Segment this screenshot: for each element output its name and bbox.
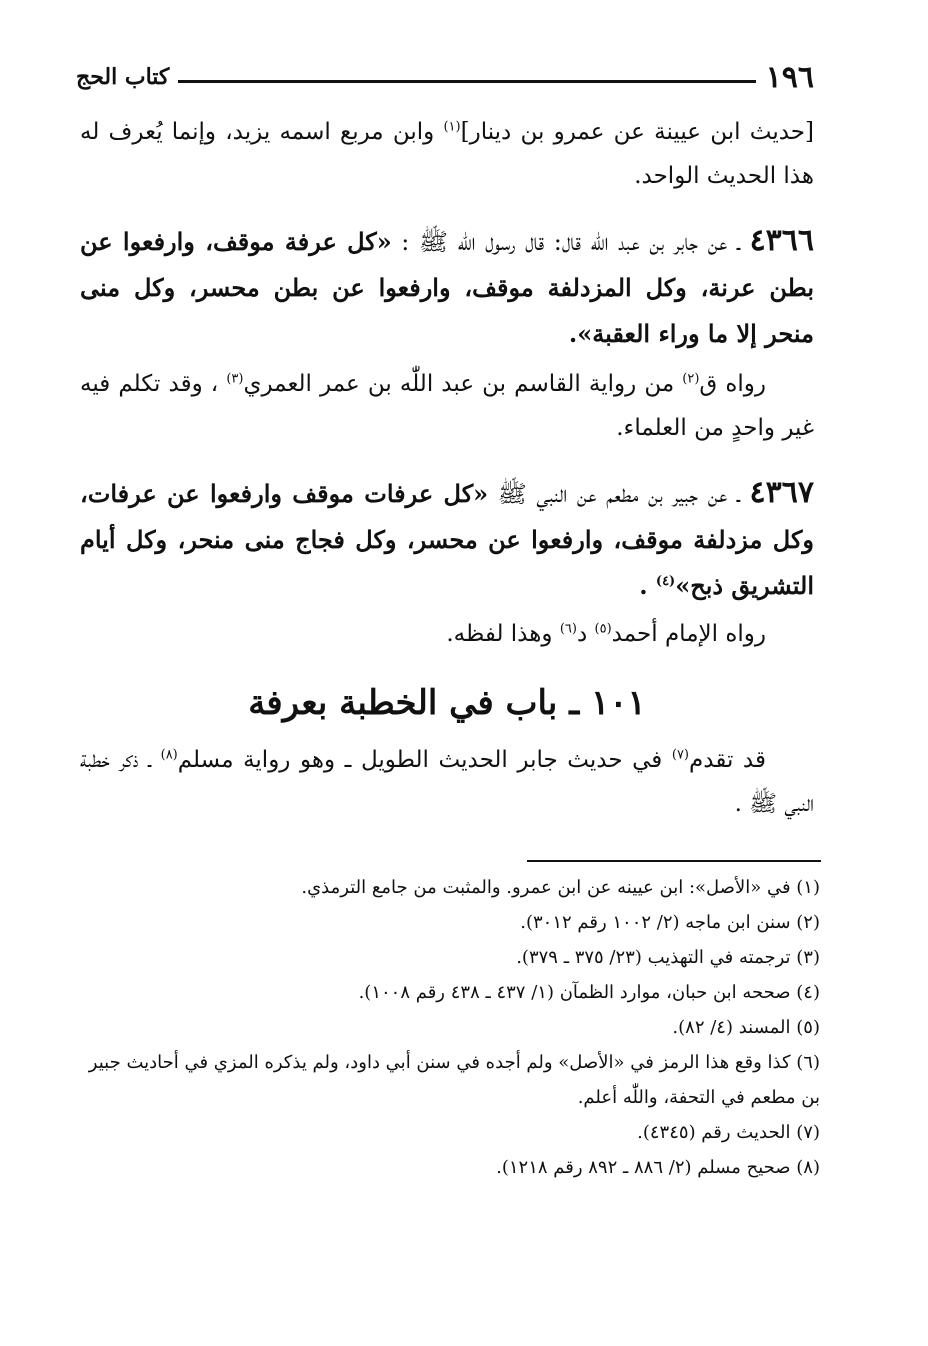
- hadith-intro: ـ عن جابر بن عبد اللّٰه قال: قال رسول اللّٰه ﷺ :: [391, 228, 750, 256]
- page-number: ١٩٦: [765, 60, 814, 95]
- footnote-1: (١) في «الأصل»: ابن عيينه عن ابن عمرو. والمثبت من جامع الترمذي.: [301, 877, 820, 898]
- footnote-ref-2[interactable]: (٢): [682, 371, 700, 387]
- continuation-paragraph: [80, 110, 814, 198]
- hadith-end: .: [639, 571, 656, 600]
- footnote-8: (٨) صحيح مسلم (٢/ ٨٨٦ ـ ٨٩٢ رقم ١٢١٨).: [496, 1157, 820, 1178]
- footnote-6: (٦) كذا وقع هذا الرمز في «الأصل» ولم أجده في سنن أبي داود، ولم يذكره المزي في أحاديث جبير بن مطعم في التحفة، واللّٰه أعلم.: [88, 1052, 820, 1108]
- takhrij-text: من رواية القاسم بن عبد اللّٰه بن عمر العمري: [243, 371, 683, 397]
- hadith-matn: «كل عرفة موقف، وارفعوا عن بطن عرنة، وكل المزدلفة موقف، وارفعوا عن بطن محسر، وكل منى منحر إلا ما وراء العقبة».: [80, 227, 814, 348]
- book-title: كتاب الحج: [76, 64, 170, 90]
- footnote-3: (٣) ترجمته في التهذيب (٢٣/ ٣٧٥ ـ ٣٧٩).: [516, 947, 820, 968]
- hadith-matn: «كل عرفات موقف وارفعوا عن عرفات، وكل مزدلفة موقف، وارفعوا عن محسر، وكل فجاج منى منحر، وكل أيام التشريق ذبح»: [80, 479, 814, 600]
- footnote-5: (٥) المسند (٤/ ٨٢).: [672, 1017, 820, 1038]
- chapter-paragraph: [80, 738, 814, 826]
- takhrij-text: ، وقد تكلم فيه غير واحدٍ من العلماء.: [80, 371, 814, 441]
- chapter-heading: ١٠١ ـ باب في الخطبة بعرفة: [248, 683, 646, 723]
- footnote-rule: [527, 860, 821, 862]
- continuation-text: [حديث ابن عيينة عن عمرو بن دينار]: [460, 119, 814, 145]
- footnote-ref-7[interactable]: (٧): [671, 747, 689, 763]
- footnote-ref-1[interactable]: (١): [443, 119, 461, 135]
- hadith-number: ٤٣٦٦: [749, 223, 815, 258]
- hadith-number: ٤٣٦٧: [749, 475, 814, 510]
- takhrij-4367: [80, 612, 814, 656]
- footnotes: [80, 870, 820, 1185]
- chapter-text: في حديث جابر الحديث الطويل ـ وهو رواية مسلم: [177, 747, 672, 773]
- chapter-text: قد تقدم: [689, 747, 766, 773]
- footnote-ref-6[interactable]: (٦): [559, 621, 577, 637]
- header-rule: [178, 80, 756, 83]
- footnote-ref-4[interactable]: (٤): [655, 574, 676, 589]
- footnote-4: (٤) صححه ابن حبان، موارد الظمآن (١/ ٤٣٧ ـ ٤٣٨ رقم ١٠٠٨).: [358, 982, 820, 1003]
- footnote-ref-8[interactable]: (٨): [160, 747, 178, 763]
- footnote-7: (٧) الحديث رقم (٤٣٤٥).: [637, 1122, 820, 1143]
- footnote-2: (٢) سنن ابن ماجه (٢/ ١٠٠٢ رقم ٣٠١٢).: [520, 912, 820, 933]
- takhrij-text: رواه ق: [699, 371, 767, 397]
- takhrij-4366: [80, 362, 814, 450]
- footnote-ref-3[interactable]: (٣): [226, 371, 244, 387]
- hadith-4367: [80, 470, 814, 609]
- takhrij-text: وهذا لفظه.: [446, 621, 560, 647]
- running-header: [76, 60, 814, 100]
- takhrij-text: رواه الإمام أحمد: [611, 621, 766, 647]
- hadith-intro: ـ عن جبير بن مطعم عن النبي ﷺ: [488, 480, 750, 508]
- takhrij-text: د: [576, 621, 595, 647]
- hadith-4366: [80, 218, 814, 357]
- continuation-text-end: وابن مربع اسمه يزيد، وإنما يُعرف له هذا الحديث الواحد.: [80, 119, 814, 189]
- chapter-text: ـ ذكر خطبة النبي ﷺ .: [80, 747, 814, 817]
- footnote-ref-5[interactable]: (٥): [594, 621, 612, 637]
